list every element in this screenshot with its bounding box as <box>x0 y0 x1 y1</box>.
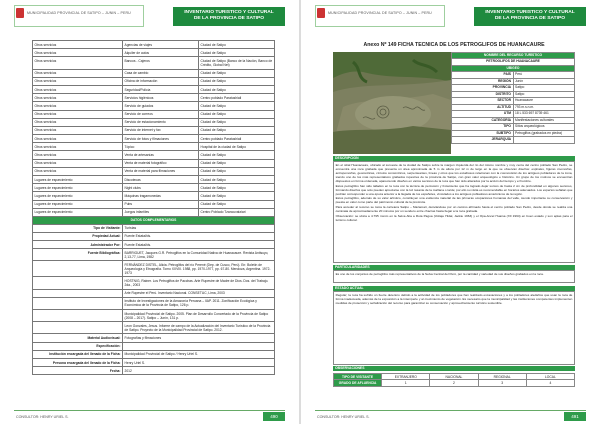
service-type: Pubs <box>123 200 199 208</box>
grade-value-cell: 3 <box>478 380 526 386</box>
grade-header-cell: EXTRANJERO <box>382 374 430 380</box>
service-row <box>33 200 275 208</box>
service-row <box>33 69 275 77</box>
complementary-row <box>33 289 275 297</box>
service-location: Ciudad de Satipo <box>199 184 275 192</box>
service-type: Servicio de internet y fax <box>123 126 199 134</box>
service-location: Hospital de la ciudad de Satipo <box>199 143 275 151</box>
current-state-paragraph: Regular; la roca ha sufrido un fuerte deterioro debido a la actividad de los pobladores que han realizado excavaciones y a los pobladores aledaños que usan la roca de forma inadecuada, además de la exposición a la intemperie y al crecimiento de vegetación. Es necesario que la municipalidad y las instituciones competentes implementen medidas de protección y señalización del recurso para garantizar su conservación y aprovechamiento turístico sostenible. <box>335 292 573 305</box>
complementary-row <box>33 297 275 309</box>
service-category: Lugares de esparcimiento <box>33 192 123 200</box>
complementary-label: Tipo de Visitante: <box>33 224 123 232</box>
description-paragraph: Observación: se ubica a 4.795 msnm en la Selva Alta a Ruta Pagua (Voltaje Hidal, Jackie 1963) y el Opa-Ancel Huarsa (XII 1994) en buen estado y son aptas para el turismo cultural. <box>335 213 573 222</box>
service-location: Ciudad de Satipo <box>199 192 275 200</box>
complementary-value: Instituto de Investigaciones de la Amazonía Peruana – IIAP. 2011. Zonificación Ecológica y Económica de la Provincia de Satipo, 126 p. <box>123 297 275 309</box>
complementary-value: Fuente Estatal/ds. <box>123 232 275 240</box>
service-category: Otros servicios <box>33 167 123 175</box>
service-location: Ciudad de Satipo <box>199 176 275 184</box>
service-row <box>33 184 275 192</box>
complementary-label: Administrador Por: <box>33 240 123 248</box>
info-label: REGIÓN <box>452 78 514 84</box>
complementary-row <box>33 342 275 350</box>
complementary-label: Fuente Bibliográfica: <box>33 249 123 261</box>
complementary-label: Especificación: <box>33 342 123 350</box>
service-type: Night clubs <box>123 184 199 192</box>
service-location: Centro poblado Paratushiali <box>199 135 275 143</box>
complementary-value: Leon Gonzales, Jesus. Informe de campo de la Actualización del Inventario Turístico de la Provincia de Satipo. Proyecto de la Municipalidad Provincial de Satipo. 2012. <box>123 322 275 334</box>
service-location: Ciudad de Satipo <box>199 110 275 118</box>
complementary-row <box>33 350 275 358</box>
inventory-title-box <box>474 7 586 26</box>
service-location: Ciudad de Satipo (Banco de la Nación, Banco de Crédito, Global Net) <box>199 57 275 69</box>
particularities-paragraph: Es uno de los conjuntos de petroglifos más representativos de la Selva Central del Perú, por la cantidad y variedad de sus diseños grabados en la roca. <box>335 271 544 276</box>
info-value: Manifestaciones culturales <box>513 117 575 123</box>
service-location: Centro poblado Paratushiali <box>199 94 275 102</box>
service-row <box>33 126 275 134</box>
info-label: SECTOR <box>452 98 514 104</box>
ficha-title: Anexo Nº 149 FICHA TECNICA DE LOS PETROGLIFOS DE HUANACAURE <box>363 42 545 48</box>
service-row <box>33 192 275 200</box>
complementary-row <box>33 240 275 248</box>
inventory-title-line1: INVENTARIO TURISTICO Y CULTURAL <box>485 10 575 15</box>
complementary-value: BARRIGUET, Jacques G.R. Petroglifos en la Comunidad Nativa de Huanacaure. Revista Antisuyo, 2,13-77, Lima, 1982 <box>123 249 275 261</box>
service-location: Ciudad de Satipo <box>199 151 275 159</box>
service-category: Otros servicios <box>33 49 123 57</box>
service-type: Servicio de correos <box>123 110 199 118</box>
service-category: Otros servicios <box>33 69 123 77</box>
service-type: Discotecas <box>123 176 199 184</box>
right-page <box>301 0 600 424</box>
complementary-value: HOSTNIG, Rainer. Los Petroglifos de Pacchas. Arte Rupestre de Madre de Dios. Dos. del Trabajo. 2da., 2003 <box>123 277 275 289</box>
header-bar <box>14 5 144 27</box>
location-header: UBIGEO <box>452 65 575 71</box>
service-category: Otros servicios <box>33 41 123 49</box>
info-value: 793 m.s.n.m. <box>513 104 575 110</box>
complementary-label <box>33 322 123 334</box>
complementary-label: Propiedad Actual: <box>33 232 123 240</box>
info-label: UTM <box>452 111 514 117</box>
service-category: Otros servicios <box>33 110 123 118</box>
complementary-value <box>123 342 275 350</box>
service-location: Ciudad de Satipo <box>199 167 275 175</box>
complementary-row <box>33 358 275 366</box>
inventory-title-line2: DE LA PROVINCIA DE SATIPO <box>494 16 566 21</box>
description-header: DESCRIPCION <box>333 156 575 161</box>
service-category: Otros servicios <box>33 126 123 134</box>
info-label: DISTRITO <box>452 91 514 97</box>
municipality-name: MUNICIPALIDAD PROVINCIAL DE SATIPO – JUNIN – PERU <box>27 11 131 15</box>
service-category: Otros servicios <box>33 151 123 159</box>
info-label: PROVINCIA <box>452 85 514 91</box>
complementary-row <box>33 261 275 277</box>
service-row <box>33 41 275 49</box>
service-category: Otros servicios <box>33 94 123 102</box>
service-type: Tópico <box>123 143 199 151</box>
grade-header-cell: LOCAL <box>526 374 574 380</box>
service-category: Otros servicios <box>33 159 123 167</box>
complementary-value: 2012 <box>123 367 275 375</box>
service-row <box>33 57 275 69</box>
particularities-header: PARTICULARIDADES <box>333 265 575 270</box>
complementary-label: Institución encargada del llenado de la Ficha: <box>33 350 123 358</box>
complementary-row <box>33 249 275 261</box>
service-location: Centro Poblado Tzancuvatziari <box>199 208 275 216</box>
page-header <box>0 0 299 30</box>
complementary-label: Fecha: <box>33 367 123 375</box>
description-text <box>333 161 575 263</box>
complementary-label <box>33 277 123 289</box>
service-row <box>33 85 275 93</box>
observations-header: OBSERVACIONES <box>333 366 575 371</box>
resource-name: PETROGLIFOS DE HUANACAURE <box>452 59 575 65</box>
complementary-value: FERNÁNDEZ DISTEL, Alicia. Petroglifos del río Perené (Dep. de Cusco, Perú). En: Boletín de Arqueología y Etnografía. Tomo XXVIII. 1988, pp. 1970-1977, pp. 67-80. Mendoza, Argentina. 1972-1973 <box>123 261 275 277</box>
service-row <box>33 102 275 110</box>
info-label: ALTITUD <box>452 104 514 110</box>
info-label: PAÍS <box>452 72 514 78</box>
service-type: Venta de material para filmaciones <box>123 167 199 175</box>
page-footer <box>301 402 600 424</box>
service-row <box>33 167 275 175</box>
complementary-value: Henry Uriel S. <box>123 358 275 366</box>
service-row <box>33 118 275 126</box>
service-location: Ciudad de Satipo <box>199 102 275 110</box>
service-category: Otros servicios <box>33 135 123 143</box>
complementary-value: Fuente Estatal/ds. <box>123 240 275 248</box>
complementary-value: Municipalidad Provincial de Satipo / Henry Uriel S. <box>123 350 275 358</box>
grade-value-cell: 2 <box>430 380 478 386</box>
complementary-row <box>33 224 275 232</box>
description-paragraph: Para acceder al recurso se toma la carretera Satipo – Mazamari, desviándose por un camino afirmado hasta el centro poblado San Pedro, desde donde se realiza una caminata de aproximadamente 20 minutos por un sendero entre chacras hasta llegar a la roca grabada. <box>335 205 573 214</box>
service-category: Otros servicios <box>33 102 123 110</box>
complementary-header: DATOS COMPLEMENTARIOS <box>33 216 275 224</box>
info-value: Junín <box>513 78 575 84</box>
inventory-title-box <box>173 7 285 26</box>
complementary-value: Arte Rupestre el Perú. Inventario Nacional. CONSETUC, Lima, 2003 <box>123 289 275 297</box>
complementary-header-row <box>33 216 275 224</box>
complementary-row <box>33 310 275 322</box>
footer-divider <box>14 410 285 411</box>
service-category: Otros servicios <box>33 77 123 85</box>
info-row <box>452 137 575 143</box>
complementary-row <box>33 367 275 375</box>
service-type: Seguridad/Policía <box>123 85 199 93</box>
info-header: NOMBRE DEL RECURSO TURÍSTICO <box>452 53 575 59</box>
complementary-label <box>33 261 123 277</box>
petroglyph-photo <box>333 52 451 154</box>
service-location: Ciudad de Satipo <box>199 126 275 134</box>
complementary-row <box>33 277 275 289</box>
service-type: Servicio de fotos y filmaciones <box>123 135 199 143</box>
grade-value-cell: 4 <box>526 380 574 386</box>
service-type: Máquinas tragamonedas <box>123 192 199 200</box>
services-table <box>32 40 275 375</box>
service-type: Servicio de guiados <box>123 102 199 110</box>
grade-header-cell: NACIONAL <box>430 374 478 380</box>
grade-label: GRADO DE AFLUENCIA <box>334 380 382 386</box>
info-value: Perú <box>513 72 575 78</box>
service-category: Lugares de esparcimiento <box>33 184 123 192</box>
inventory-title-line1: INVENTARIO TURISTICO Y CULTURAL <box>184 10 274 15</box>
service-type: Bancos - Cajeros <box>123 57 199 69</box>
service-row <box>33 94 275 102</box>
service-type: Oficina de información <box>123 77 199 85</box>
header-bar <box>315 5 445 27</box>
info-value: 18 L 533 697 8739 461 <box>513 111 575 117</box>
complementary-label <box>33 310 123 322</box>
service-location: Ciudad de Satipo <box>199 159 275 167</box>
left-page <box>0 0 299 424</box>
municipality-logo-icon <box>16 8 24 18</box>
service-type: Juegos infantiles <box>123 208 199 216</box>
info-label: CATEGORÍA <box>452 117 514 123</box>
footer-divider <box>315 410 586 411</box>
service-location: Ciudad de Satipo <box>199 200 275 208</box>
service-category: Lugares de esparcimiento <box>33 200 123 208</box>
particularities-text <box>333 270 575 283</box>
service-row <box>33 77 275 85</box>
current-state-text <box>333 291 575 365</box>
description-paragraph: Estos petroglifos han sido tallados en la roca con la técnica de percusión y frotamiento que ha logrado dejar surcos de hasta 2 cm de profundidad en algunos sectores, formando diseños que solo pueden apreciarse con la luz rasante de la mañana o tarde; por ello su visita es recomendable en horarios adecuados. Los expertos señalan que podrían corresponder a una época anterior a la llegada de los españoles, vinculados a los antiguos pobladores amazónicos de la región. <box>335 183 573 196</box>
complementary-row <box>33 334 275 342</box>
service-category: Lugares de esparcimiento <box>33 176 123 184</box>
complementary-value: Municipalidad Provincial de Satipo. 2005. Plan de Desarrollo Concertado de la Provincia de Satipo (2008 – 2017). Satipo – Junín, 131 p. <box>123 310 275 322</box>
page-footer <box>0 402 299 424</box>
municipality-logo-icon <box>317 8 325 18</box>
service-type: Venta de material fotográfico <box>123 159 199 167</box>
service-location: Ciudad de Satipo <box>199 85 275 93</box>
service-category: Otros servicios <box>33 118 123 126</box>
info-value: Petroglifos (grabados en piedra) <box>513 130 575 136</box>
complementary-value: Fotografías y filmaciones <box>123 334 275 342</box>
service-row <box>33 151 275 159</box>
service-type: Servicios higiénicos <box>123 94 199 102</box>
info-value: Satipo <box>513 85 575 91</box>
service-type: Servicio de estacionamiento <box>123 118 199 126</box>
page-number: 491 <box>564 412 586 421</box>
service-category: Otros servicios <box>33 85 123 93</box>
service-row <box>33 208 275 216</box>
info-value: Sitios arqueológicos <box>513 124 575 130</box>
complementary-label: Material Audiovisual: <box>33 334 123 342</box>
info-value <box>513 137 575 143</box>
service-row <box>33 110 275 118</box>
service-category: Lugares de esparcimiento <box>33 208 123 216</box>
service-row <box>33 176 275 184</box>
consultant-name: CONSULTOR: HENRY URIEL S. <box>317 415 370 419</box>
service-type: Alquiler de autos <box>123 49 199 57</box>
service-location: Ciudad de Satipo <box>199 77 275 85</box>
resource-info-table <box>451 52 575 144</box>
grade-value-cell: 1 <box>382 380 430 386</box>
info-value: Huanacaure <box>513 98 575 104</box>
grade-header-cell: REGIONAL <box>478 374 526 380</box>
visitor-grade-table <box>333 373 575 387</box>
grade-values-row <box>334 380 575 386</box>
page-number: 490 <box>263 412 285 421</box>
service-row <box>33 135 275 143</box>
service-location: Ciudad de Satipo <box>199 69 275 77</box>
info-label: JERARQUÍA <box>452 137 514 143</box>
grade-header-cell: TIPO DE VISITANTE <box>334 374 382 380</box>
inventory-title-line2: DE LA PROVINCIA DE SATIPO <box>193 16 265 21</box>
complementary-row <box>33 232 275 240</box>
service-type: Casa de cambio <box>123 69 199 77</box>
current-state-header: ESTADO ACTUAL <box>333 286 575 291</box>
service-row <box>33 143 275 151</box>
description-paragraph: En el sitial Huanacaure, ubicado al suroeste de la ciudad de Satipo sobre la margen izquierda del río del mismo nombre y muy cerca del centro poblado San Pedro, se encuentra una roca grabada que presenta un área aproximada de 5 m de altura por 12 m de largo en la que se observan diseños: espirales, figuras zoomorfas, antropomorfas, geométricas, círculos concéntricos, serpenteantes, líneas y otros que los estudiosos relacionan con la cosmovisión de los antiguos pobladores de la zona, siendo uno de los más representativos grabados rupestres de la provincia de Satipo, con gran valor arqueológico e histórico. Un grupo de los motivos se encuentran dispuestos en forma ordenada, apareciendo diseños en varios sectores de la roca que han sido alterados por la acción del tiempo y el hombre. <box>335 162 573 183</box>
page-header <box>301 0 600 30</box>
service-category: Otros servicios <box>33 57 123 69</box>
service-category: Otros servicios <box>33 143 123 151</box>
municipality-name: MUNICIPALIDAD PROVINCIAL DE SATIPO – JUNIN – PERU <box>328 11 432 15</box>
service-type: Agencias de viajes <box>123 41 199 49</box>
petroglyph-photo-image <box>333 52 451 154</box>
service-location: Ciudad de Satipo <box>199 118 275 126</box>
service-row <box>33 159 275 167</box>
complementary-value: Turistas <box>123 224 275 232</box>
service-location: Ciudad de Satipo <box>199 41 275 49</box>
info-label: SUBTIPO <box>452 130 514 136</box>
complementary-row <box>33 322 275 334</box>
service-type: Venta de artesanías <box>123 151 199 159</box>
info-value: Satipo <box>513 91 575 97</box>
complementary-label <box>33 297 123 309</box>
complementary-label: Persona encargada del llenado de la Ficha: <box>33 358 123 366</box>
service-row <box>33 49 275 57</box>
complementary-label <box>33 289 123 297</box>
description-paragraph: Estos petroglifos, además de su valor artístico, constituyen una evidencia material de las primeras ocupaciones humanas del valle, siendo importante su conservación y puesta en valor como parte del patrimonio cultural de la provincia. <box>335 196 573 205</box>
service-location: Ciudad de Satipo <box>199 49 275 57</box>
consultant-name: CONSULTOR: HENRY URIEL S. <box>16 415 69 419</box>
info-label: TIPO <box>452 124 514 130</box>
